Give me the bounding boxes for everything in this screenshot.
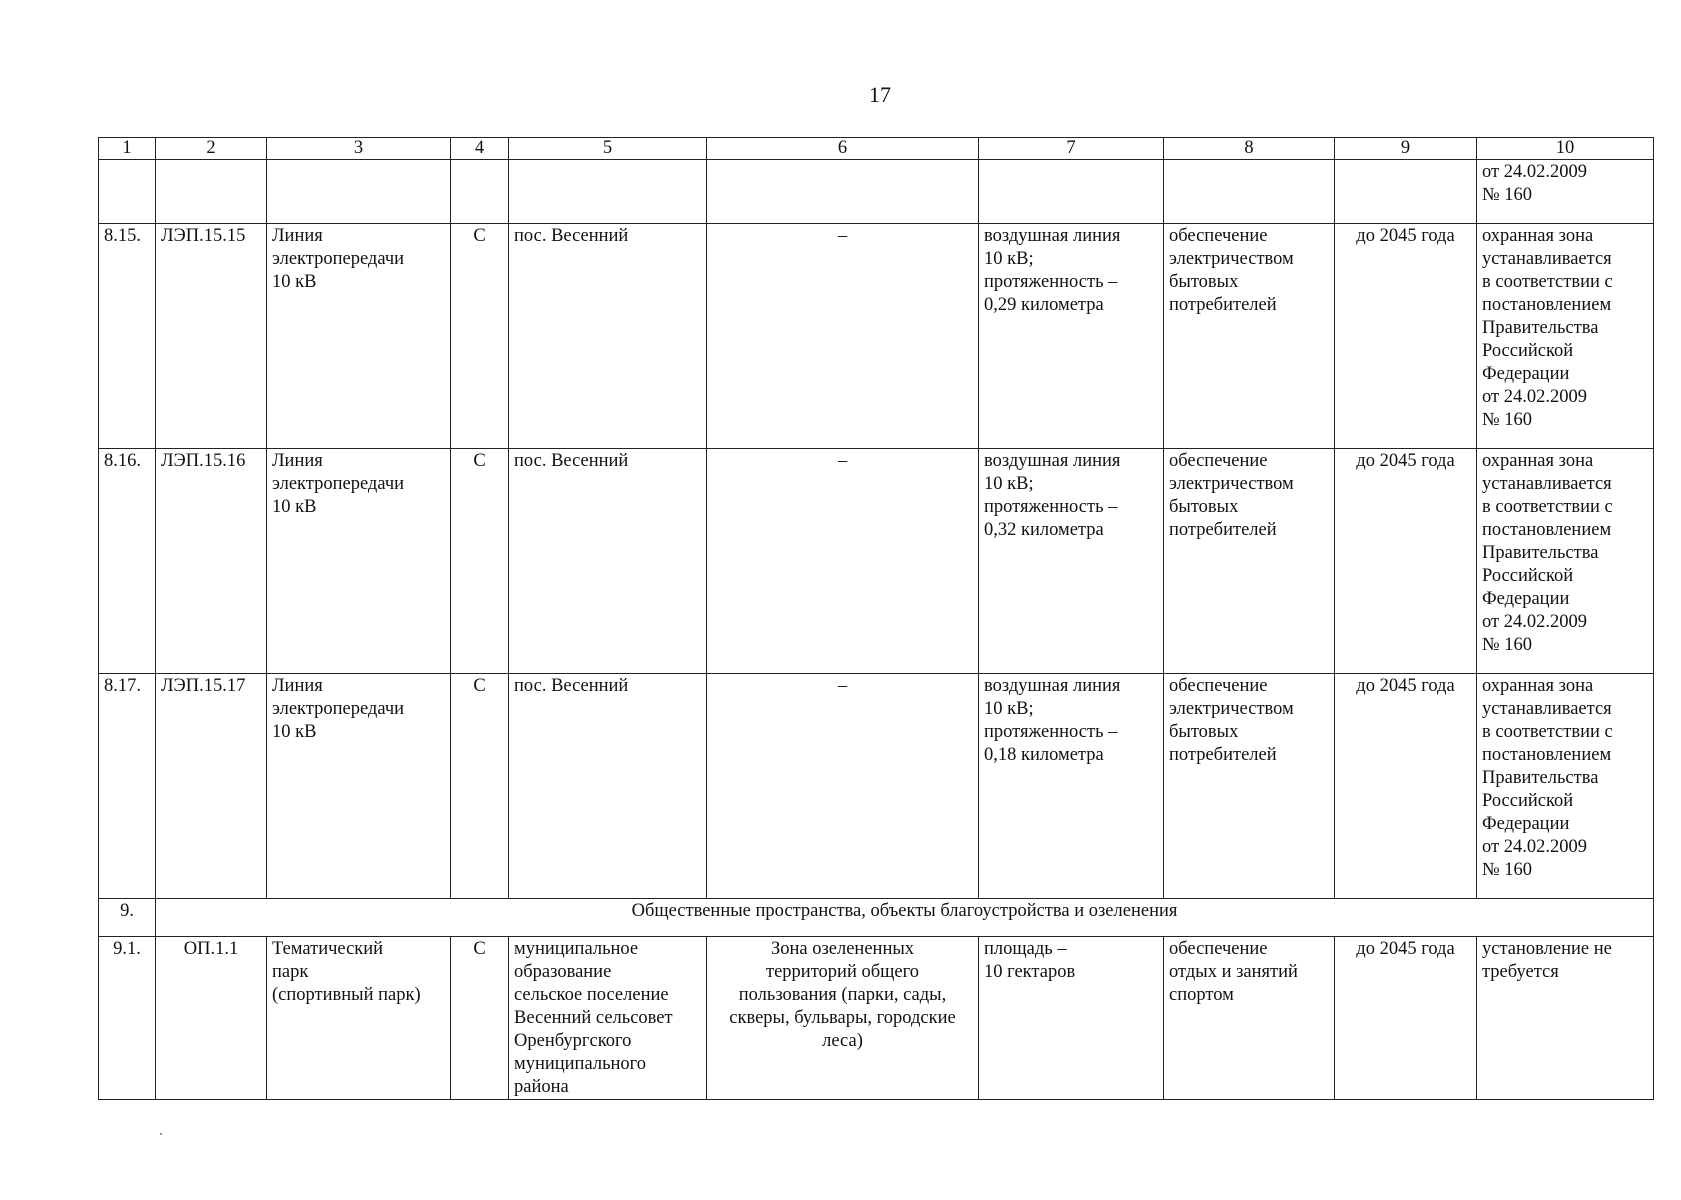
table-row bbox=[99, 674, 1654, 899]
document-table bbox=[98, 137, 1654, 1100]
scan-speck bbox=[160, 1133, 162, 1135]
column-number-header bbox=[99, 138, 1654, 160]
column-header: 7 bbox=[979, 138, 1164, 160]
object-code: ЛЭП.15.15 bbox=[156, 224, 267, 449]
column-header: 2 bbox=[156, 138, 267, 160]
section-title: Общественные пространства, объекты благоустройства и озеленения bbox=[156, 899, 1654, 937]
object-characteristics: воздушная линия 10 кВ; протяженность – 0,29 километра bbox=[979, 224, 1164, 449]
functional-zone: – bbox=[707, 224, 979, 449]
object-location: пос. Весенний bbox=[509, 674, 707, 899]
column-header: 8 bbox=[1164, 138, 1335, 160]
functional-zone: – bbox=[707, 449, 979, 674]
column-header: 5 bbox=[509, 138, 707, 160]
object-status: С bbox=[451, 224, 509, 449]
object-location: пос. Весенний bbox=[509, 449, 707, 674]
continuation-row bbox=[99, 160, 1654, 224]
functional-zone: – bbox=[707, 674, 979, 899]
object-restriction: охранная зона устанавливается в соответствии с постановлением Правительства Российской Федерации от 24.02.2009 № 160 bbox=[1477, 224, 1654, 449]
object-status: С bbox=[451, 449, 509, 674]
column-header: 4 bbox=[451, 138, 509, 160]
object-purpose: обеспечение электричеством бытовых потребителей bbox=[1164, 674, 1335, 899]
object-restriction: охранная зона устанавливается в соответствии с постановлением Правительства Российской Федерации от 24.02.2009 № 160 bbox=[1477, 674, 1654, 899]
table-row bbox=[99, 937, 1654, 1100]
object-name: Линия электропередачи 10 кВ bbox=[267, 674, 451, 899]
table-row bbox=[99, 224, 1654, 449]
object-term: до 2045 года bbox=[1335, 224, 1477, 449]
object-term: до 2045 года bbox=[1335, 449, 1477, 674]
row-number: 8.17. bbox=[99, 674, 156, 899]
object-code: ОП.1.1 bbox=[156, 937, 267, 1100]
object-code: ЛЭП.15.17 bbox=[156, 674, 267, 899]
object-name: Линия электропередачи 10 кВ bbox=[267, 449, 451, 674]
object-characteristics: площадь – 10 гектаров bbox=[979, 937, 1164, 1100]
column-header: 6 bbox=[707, 138, 979, 160]
page-number: 17 bbox=[869, 82, 891, 107]
object-name: Тематический парк (спортивный парк) bbox=[267, 937, 451, 1100]
row-number: 9.1. bbox=[99, 937, 156, 1100]
object-purpose: обеспечение электричеством бытовых потребителей bbox=[1164, 449, 1335, 674]
functional-zone: Зона озелененных территорий общего пользования (парки, сады, скверы, бульвары, городские леса) bbox=[707, 937, 979, 1100]
column-header: 3 bbox=[267, 138, 451, 160]
object-characteristics: воздушная линия 10 кВ; протяженность – 0,32 километра bbox=[979, 449, 1164, 674]
object-code: ЛЭП.15.16 bbox=[156, 449, 267, 674]
object-location: муниципальное образование сельское поселение Весенний сельсовет Оренбургского муниципального района bbox=[509, 937, 707, 1100]
object-location: пос. Весенний bbox=[509, 224, 707, 449]
object-term: до 2045 года bbox=[1335, 674, 1477, 899]
continuation-restriction: от 24.02.2009 № 160 bbox=[1477, 160, 1654, 224]
object-restriction: установление не требуется bbox=[1477, 937, 1654, 1100]
column-header: 9 bbox=[1335, 138, 1477, 160]
column-header: 10 bbox=[1477, 138, 1654, 160]
section-number: 9. bbox=[99, 899, 156, 937]
object-restriction: охранная зона устанавливается в соответствии с постановлением Правительства Российской Федерации от 24.02.2009 № 160 bbox=[1477, 449, 1654, 674]
table-row bbox=[99, 449, 1654, 674]
section-row bbox=[99, 899, 1654, 937]
column-header: 1 bbox=[99, 138, 156, 160]
object-name: Линия электропередачи 10 кВ bbox=[267, 224, 451, 449]
row-number: 8.15. bbox=[99, 224, 156, 449]
object-purpose: обеспечение отдых и занятий спортом bbox=[1164, 937, 1335, 1100]
object-characteristics: воздушная линия 10 кВ; протяженность – 0,18 километра bbox=[979, 674, 1164, 899]
object-status: С bbox=[451, 937, 509, 1100]
object-status: С bbox=[451, 674, 509, 899]
row-number: 8.16. bbox=[99, 449, 156, 674]
object-purpose: обеспечение электричеством бытовых потребителей bbox=[1164, 224, 1335, 449]
object-term: до 2045 года bbox=[1335, 937, 1477, 1100]
